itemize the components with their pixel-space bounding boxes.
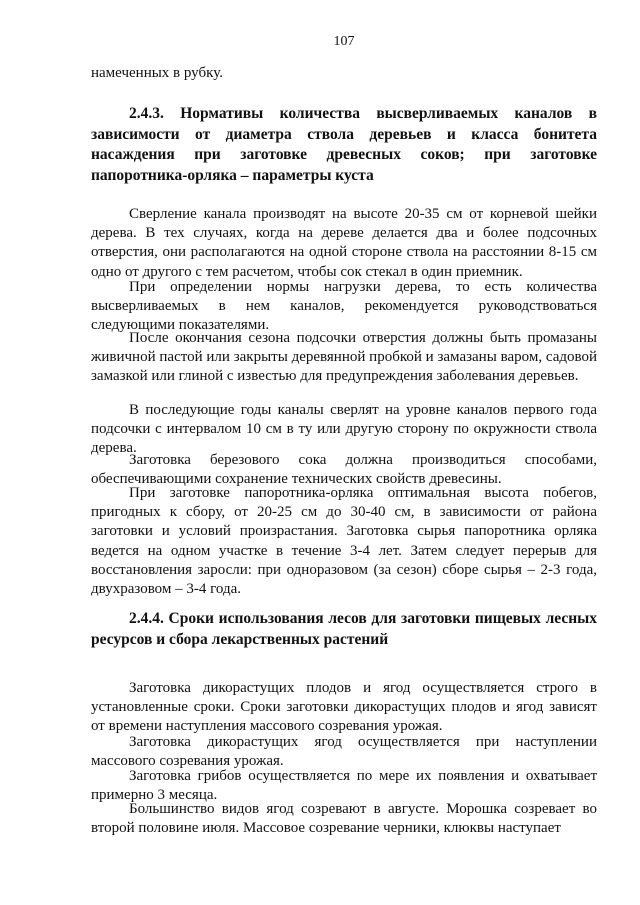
paragraph: Заготовка березового сока должна производиться способами, обеспечивающими сохранение технических свойств древесины. xyxy=(91,452,597,488)
paragraph: Заготовка дикорастущих ягод осуществляется при наступлении массового созревания урожая. xyxy=(91,734,597,770)
document-page xyxy=(91,0,597,905)
section-heading-2-4-3: 2.4.3. Нормативы количества высверливаемых каналов в зависимости от диаметра ствола деревьев и класса бонитета насаждения при заготовке древесных соков; при заготовке папоротника-орляка – параметры куста xyxy=(91,105,597,184)
paragraph: Сверление канала производят на высоте 20-35 см от корневой шейки дерева. В тех случаях, когда на дереве делается два и более подсочных отверстия, они располагаются на одной стороне ствола на расстоянии 8-15 см одно от другого с тем расчетом, чтобы сок стекал в один приемник. xyxy=(91,206,597,280)
section-heading-2-4-4: 2.4.4. Сроки использования лесов для заготовки пищевых лесных ресурсов и сбора лекарственных растений xyxy=(91,610,597,648)
paragraph: Большинство видов ягод созревают в августе. Морошка созревает во второй половине июля. Массовое созревание черники, клюквы наступает xyxy=(91,801,597,837)
paragraph: Заготовка грибов осуществляется по мере их появления и охватывает примерно 3 месяца. xyxy=(91,768,597,804)
paragraph: В последующие годы каналы сверлят на уровне каналов первого года подсочки с интервалом 10 см в ту или другую сторону по окружности ствола дерева. xyxy=(91,402,597,457)
page-number: 107 xyxy=(333,34,355,49)
paragraph: Заготовка дикорастущих плодов и ягод осуществляется строго в установленные сроки. Сроки заготовки дикорастущих плодов и ягод зависят от времени наступления массового созревания урожая. xyxy=(91,680,597,735)
paragraph: После окончания сезона подсочки отверстия должны быть промазаны живичной пастой или закрыты деревянной пробкой и замазаны варом, садовой замазкой или глиной с известью для предупреждения заболевания деревьев. xyxy=(91,330,597,385)
continuation-text: намеченных в рубку. xyxy=(91,65,223,81)
paragraph: При заготовке папоротника-орляка оптимальная высота побегов, пригодных к сбору, от 20-25 см до 30-40 см, в зависимости от района заготовки и условий произрастания. Заготовка сырья папоротника орляка ведется на одном участке в течение 3-4 лет. Затем следует перерыв для восстановления заросли: при одноразовом (за сезон) сборе сырья – 2-3 года, двухразовом – 3-4 года. xyxy=(91,485,597,598)
paragraph: При определении нормы нагрузки дерева, то есть количества высверливаемых в нем каналов, рекомендуется руководствоваться следующими показателями. xyxy=(91,279,597,334)
